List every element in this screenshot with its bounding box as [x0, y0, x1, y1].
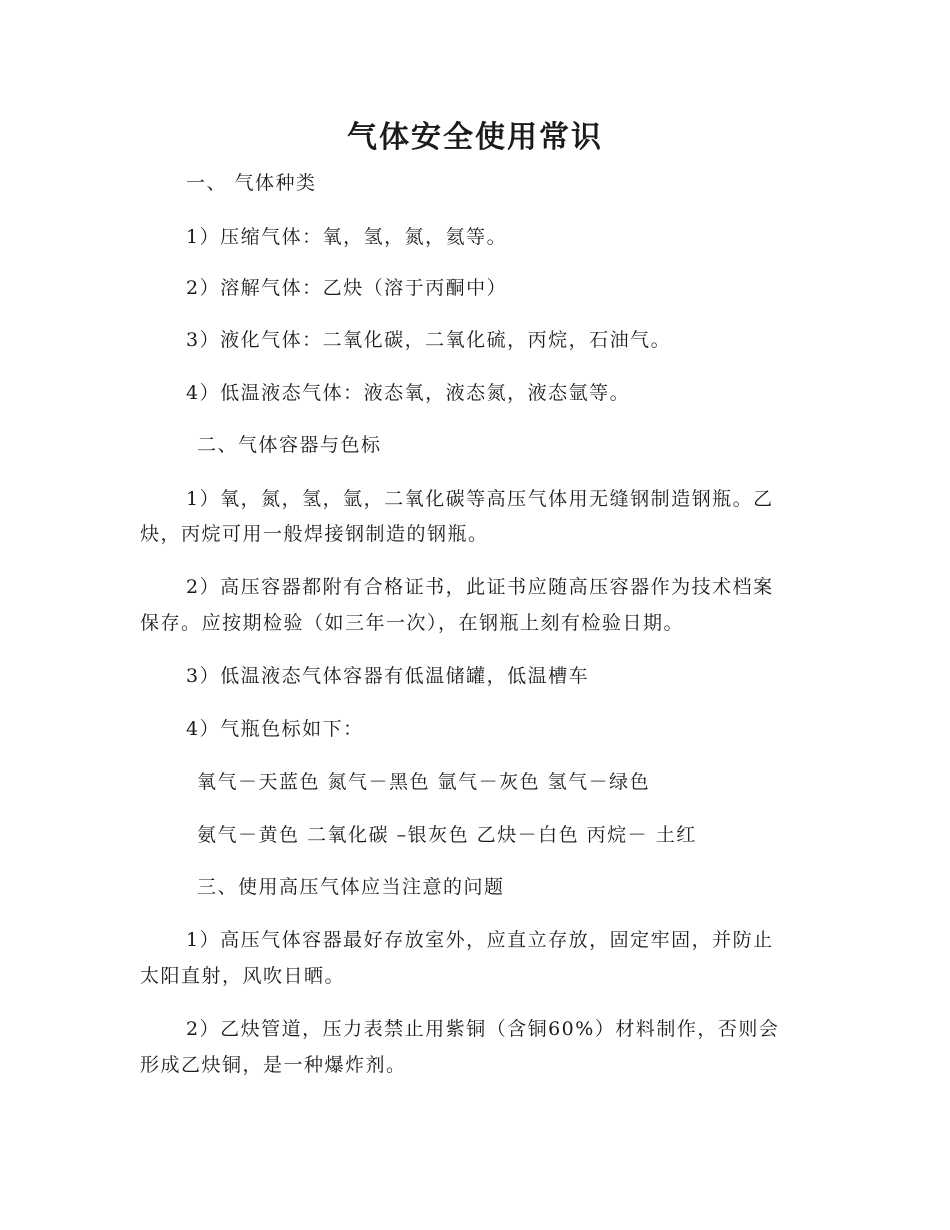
paragraph-acetylene-line1: 2）乙炔管道，压力表禁止用紫铜（含铜60%）材料制作，否则会: [186, 1018, 780, 1040]
paragraph-storage-line2: 太阳直射，风吹日晒。: [140, 965, 346, 987]
section-heading-precautions: 三、使用高压气体应当注意的问题: [197, 876, 505, 898]
color-code-line-2: 氨气－黄色 二氧化碳 –银灰色 乙炔－白色 丙烷－ 土红: [197, 824, 697, 846]
paragraph-certificate-line1: 2）高压容器都附有合格证书，此证书应随高压容器作为技术档案: [186, 576, 774, 598]
color-code-line-1: 氧气－天蓝色 氮气－黑色 氩气－灰色 氢气－绿色: [197, 771, 651, 793]
paragraph-cryogenic-containers: 3）低温液态气体容器有低温储罐，低温槽车: [186, 665, 590, 687]
paragraph-certificate-line2: 保存。应按期检验（如三年一次），在钢瓶上刻有检验日期。: [140, 612, 685, 634]
paragraph-cylinder-material-line1: 1）氧，氮，氢，氩，二氧化碳等高压气体用无缝钢制造钢瓶。乙: [186, 488, 774, 510]
section-heading-gas-types: 一、 气体种类: [186, 172, 317, 194]
paragraph-liquefied-gas: 3）液化气体：二氧化碳，二氧化硫，丙烷，石油气。: [186, 329, 672, 351]
paragraph-cryogenic-gas: 4）低温液态气体：液态氧，液态氮，液态氩等。: [186, 382, 631, 404]
paragraph-compressed-gas: 1）压缩气体：氧，氢，氮，氦等。: [186, 226, 508, 248]
section-heading-containers: 二、气体容器与色标: [197, 434, 382, 456]
paragraph-storage-line1: 1）高压气体容器最好存放室外，应直立存放，固定牢固，并防止: [186, 929, 774, 951]
paragraph-acetylene-line2: 形成乙炔铜，是一种爆炸剂。: [140, 1054, 407, 1076]
paragraph-dissolved-gas: 2）溶解气体：乙炔（溶于丙酮中）: [186, 277, 508, 299]
document-title: 气体安全使用常识: [347, 120, 603, 155]
paragraph-cylinder-material-line2: 炔，丙烷可用一般焊接钢制造的钢瓶。: [140, 523, 489, 545]
paragraph-color-codes-intro: 4）气瓶色标如下：: [186, 718, 364, 740]
